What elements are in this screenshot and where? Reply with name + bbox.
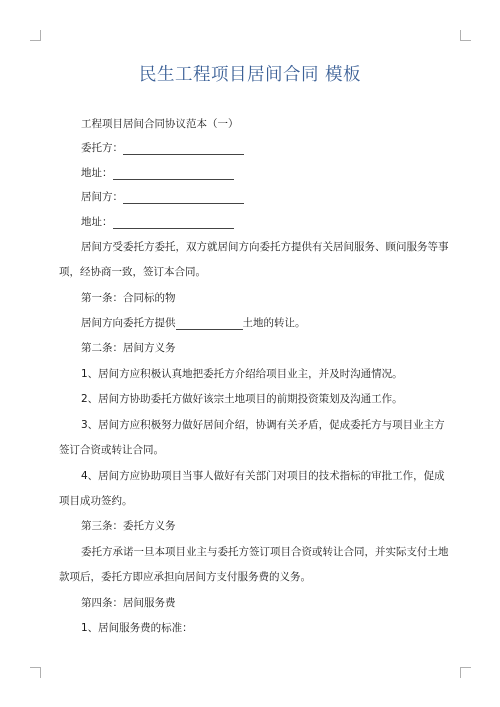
client-field <box>81 141 244 155</box>
article1-text <box>81 316 306 330</box>
client-address-field <box>81 166 234 180</box>
article4-item1: 1、居间服务费的标准： <box>81 622 193 634</box>
article2-item4-line2: 项目成功签约。 <box>59 495 133 507</box>
article2-item3-line1: 3、居间方应积极努力做好居间介绍，协调有关矛盾，促成委托方与项目业主方 <box>81 419 445 431</box>
client-address-label: 地址： <box>81 167 113 179</box>
article2-item2: 2、居间方协助委托方做好该宗土地项目的前期投资策划及沟通工作。 <box>81 393 403 405</box>
intro-line-2: 项，经协商一致，签订本合同。 <box>59 266 206 278</box>
client-address-blank <box>113 168 234 180</box>
article2-item3-line2: 签订合资或转让合同。 <box>59 444 164 456</box>
crop-mark-bottom-left <box>30 667 41 678</box>
document-title: 民生工程项目居间合同 模板 <box>138 65 362 85</box>
intermediary-label: 居间方： <box>81 191 123 203</box>
article4-heading: 第四条：居间服务费 <box>81 597 176 609</box>
land-blank <box>176 318 243 330</box>
article2-item4-line1: 4、居间方应协助项目当事人做好有关部门对项目的技术指标的审批工作，促成 <box>81 470 445 482</box>
document-subtitle: 工程项目居间合同协议范本（一） <box>81 118 239 130</box>
article3-line2: 款项后，委托方即应承担向居间方支付服务费的义务。 <box>59 571 311 583</box>
crop-mark-top-right <box>460 30 471 41</box>
article1-heading: 第一条：合同标的物 <box>81 292 176 304</box>
crop-mark-top-left <box>30 30 41 41</box>
article1-text-after: 土地的转让。 <box>242 317 306 329</box>
intermediary-address-label: 地址： <box>81 216 113 228</box>
crop-mark-bottom-right <box>460 667 471 678</box>
intermediary-blank <box>123 192 244 204</box>
article3-line1: 委托方承诺一旦本项目业主与委托方签订项目合资或转让合同，并实际支付土地 <box>81 546 449 558</box>
intermediary-field <box>81 190 244 204</box>
client-blank <box>123 143 244 155</box>
intro-line-1: 居间方受委托方委托，双方就居间方向委托方提供有关居间服务、顾问服务等事 <box>81 241 449 253</box>
intermediary-address-field <box>81 215 234 229</box>
intermediary-address-blank <box>113 217 234 229</box>
article1-text-before: 居间方向委托方提供 <box>81 317 176 329</box>
article2-heading: 第二条：居间方义务 <box>81 342 176 354</box>
article3-heading: 第三条：委托方义务 <box>81 520 176 532</box>
client-label: 委托方： <box>81 142 123 154</box>
article2-item1: 1、居间方应积极认真地把委托方介绍给项目业主，并及时沟通情况。 <box>81 368 403 380</box>
